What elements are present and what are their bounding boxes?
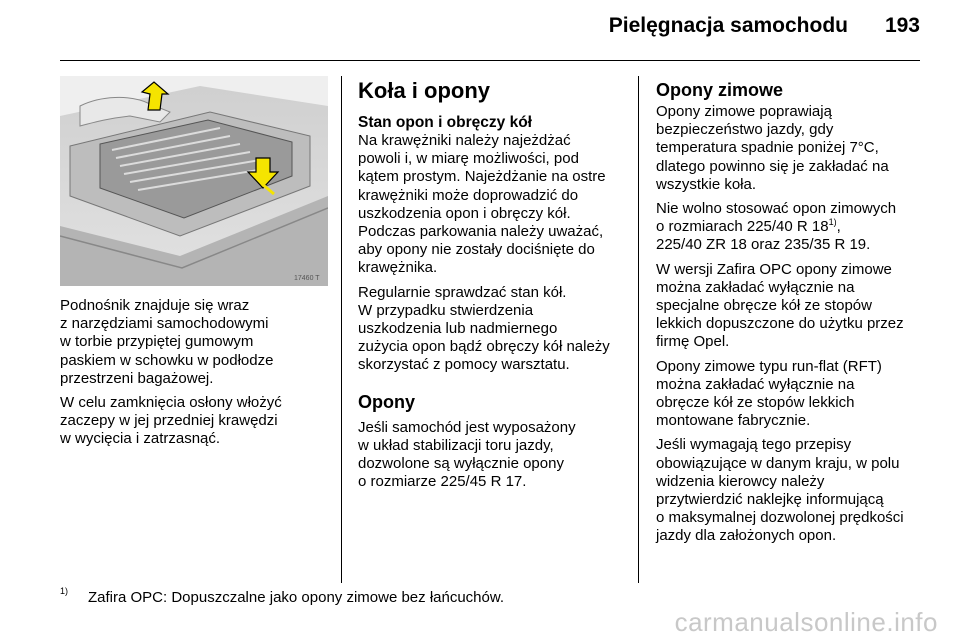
paragraph: W celu zamknięcia osłony włożyć zaczepy w jej przedniej krawędzi w wycięcia i zatrzasnąć. [60, 394, 282, 448]
paragraph: Jeśli samochód jest wyposażony w układ stabilizacji toru jazdy, dozwolone są wyłącznie opony o rozmiarze 225/45 R 17. [358, 418, 576, 491]
paragraph [656, 200, 926, 255]
page-number: 193 [884, 14, 920, 37]
paragraph: Na krawężniki należy najeżdżać powoli i, w miarę możliwości, pod kątem prostym. Najeżdżanie na ostre krawężniki może doprowadzić do uszkodzenia opon i obręczy kół. Podczas parkowania należy uważać, aby opony nie zostały dociśnięte do krawężnika. [358, 132, 606, 277]
column-right [656, 79, 926, 552]
paragraph: W wersji Zafira OPC opony zimowe można zakładać wyłącznie na specjalne obręcze kół ze stopów lekkich dopuszczone do użytku przez firmę Opel. [656, 260, 904, 351]
text-line: o rozmiarach 225/40 R 18 [656, 218, 829, 236]
paragraph: Opony zimowe typu run-flat (RFT) można zakładać wyłącznie na obręcze kół ze stopów lekkich montowane fabrycznie. [656, 357, 882, 430]
section-title: Koła i opony [358, 78, 490, 103]
paragraph: Podnośnik znajduje się wraz z narzędziami samochodowymi w torbie przypiętej gumowym paskiem w schowku w podłodze przestrzeni bagażowej. [60, 297, 274, 387]
footnote-ref[interactable]: 1) [828, 217, 837, 228]
header-rule [60, 60, 920, 61]
column-middle [358, 78, 633, 497]
text-line: Nie wolno stosować opon zimowych [656, 200, 897, 218]
paragraph: Regularnie sprawdzać stan kół. W przypadku stwierdzenia uszkodzenia lub nadmiernego zużycia opon bądź obręczy kół należy skorzystać z pomocy warsztatu. [358, 283, 610, 374]
column-left [60, 297, 330, 455]
trunk-floor-illustration [60, 76, 328, 286]
footnote-mark: 1) [60, 586, 69, 596]
text-line: 225/40 ZR 18 oraz 235/35 R 19. [656, 236, 871, 254]
footnote-text: Zafira OPC: Dopuszczalne jako opony zimowe bez łańcuchów. [88, 589, 505, 606]
watermark: carmanualsonline.info [674, 607, 938, 637]
paragraph: Opony zimowe poprawiają bezpieczeństwo jazdy, gdy temperatura spadnie poniżej 7°C, dlatego powinno się je zakładać na wszystkie koła. [656, 103, 889, 193]
paragraph: Jeśli wymagają tego przepisy obowiązujące w danym kraju, w polu widzenia kierowcy należy przytwierdzić naklejkę informującą o maksymalnej dozwolonej prędkości jazdy dla założonych opon. [656, 436, 904, 545]
column-divider [341, 76, 342, 583]
text-line: , [836, 218, 841, 236]
subsection-title: Opony [358, 391, 415, 412]
header-title: Pielęgnacja samochodu [608, 14, 848, 37]
figure-code: 17460 T [294, 275, 320, 282]
subsection-title: Stan opon i obręczy kół [358, 114, 532, 131]
column-divider [638, 76, 639, 583]
subsection-title: Opony zimowe [656, 80, 784, 100]
